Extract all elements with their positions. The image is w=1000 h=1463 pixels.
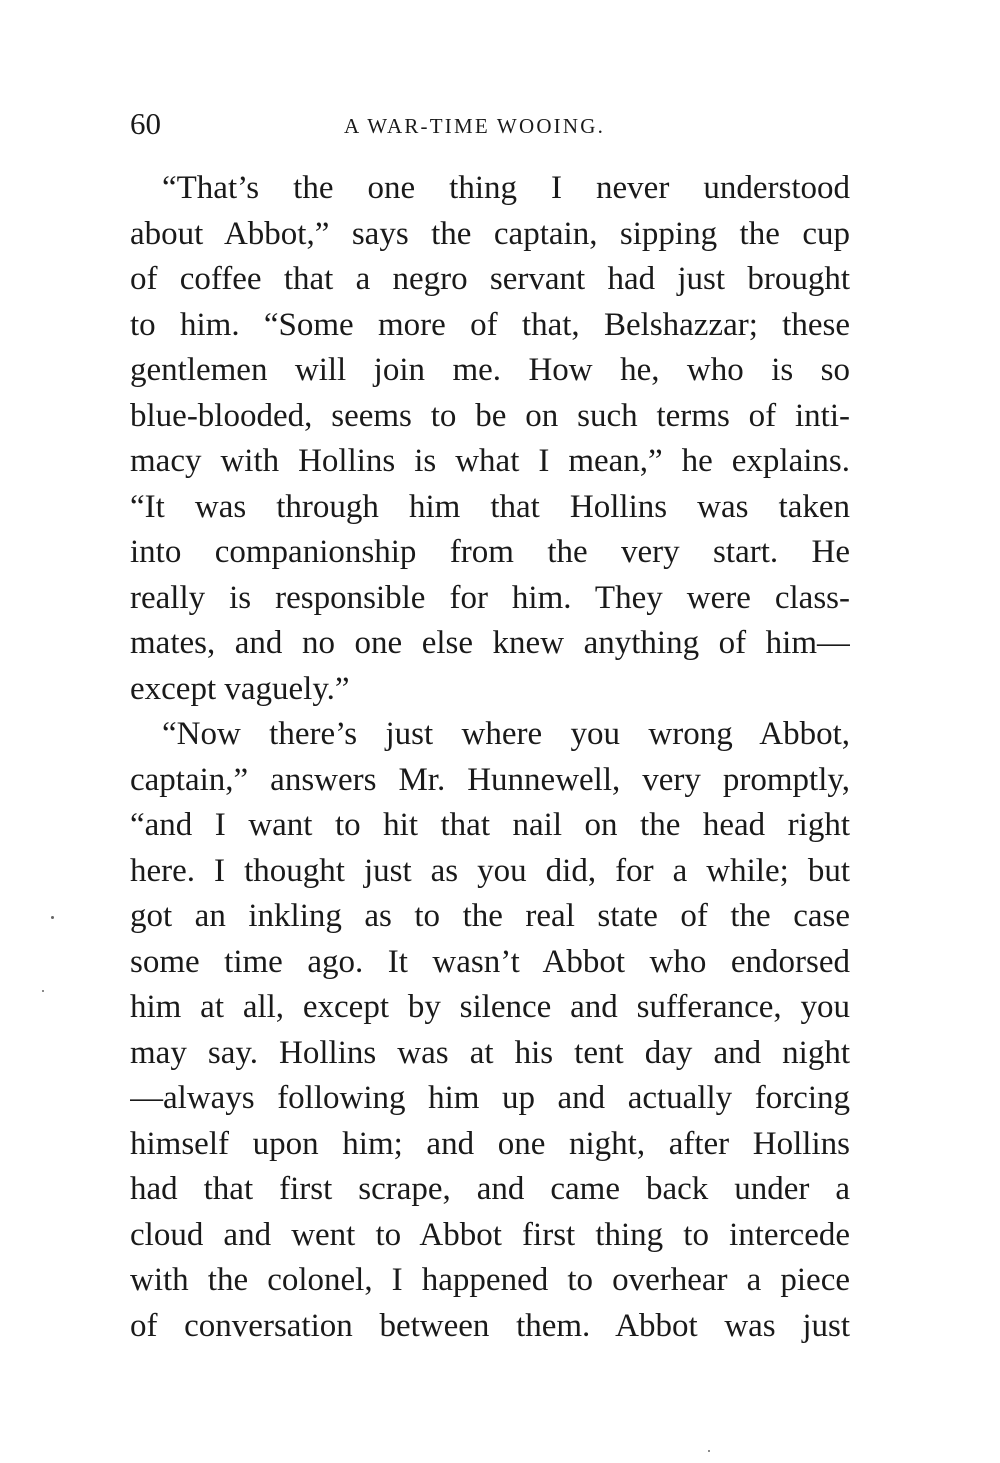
text-line: really is responsible for him. They were class- bbox=[130, 579, 850, 616]
text-line: “Now there’s just where you wrong Abbot, bbox=[162, 716, 850, 752]
page-number: 60 bbox=[130, 106, 161, 141]
scan-speck bbox=[708, 1450, 710, 1452]
text-line: captain,” answers Mr. Hunnewell, very promptly, bbox=[130, 761, 850, 798]
text-line: of conversation between them. Abbot was just bbox=[130, 1307, 850, 1344]
scan-speck bbox=[51, 916, 54, 919]
text-line: blue-blooded, seems to be on such terms of inti- bbox=[130, 397, 850, 434]
text-line: may say. Hollins was at his tent day and night bbox=[130, 1034, 850, 1071]
text-line: had that first scrape, and came back under a bbox=[130, 1171, 850, 1207]
text-line: with the colonel, I happened to overhear a piece bbox=[130, 1262, 850, 1298]
running-head bbox=[130, 102, 850, 146]
text-line: mates, and no one else knew anything of him— bbox=[130, 625, 850, 661]
text-line: macy with Hollins is what I mean,” he explains. bbox=[130, 443, 850, 479]
text-line: “and I want to hit that nail on the head right bbox=[130, 807, 850, 843]
text-line: some time ago. It wasn’t Abbot who endorsed bbox=[130, 943, 850, 980]
text-line: himself upon him; and one night, after Hollins bbox=[130, 1125, 850, 1162]
running-title: A WAR-TIME WOOING. bbox=[344, 114, 606, 138]
text-line: about Abbot,” says the captain, sipping the cup bbox=[130, 215, 850, 252]
text-line: cloud and went to Abbot first thing to intercede bbox=[130, 1216, 850, 1253]
scan-speck bbox=[42, 990, 44, 992]
text-line: —always following him up and actually forcing bbox=[130, 1080, 850, 1116]
text-line: of coffee that a negro servant had just brought bbox=[130, 261, 850, 297]
body-text bbox=[130, 166, 850, 1349]
text-line: “That’s the one thing I never understood bbox=[162, 170, 850, 206]
text-line: him at all, except by silence and sufferance, you bbox=[130, 989, 850, 1025]
text-line: except vaguely.” bbox=[130, 670, 350, 707]
text-line: into companionship from the very start. He bbox=[130, 534, 850, 570]
paragraph bbox=[130, 712, 850, 1349]
text-line: “It was through him that Hollins was taken bbox=[130, 488, 850, 525]
text-line: to him. “Some more of that, Belshazzar; these bbox=[130, 306, 850, 343]
text-line: got an inkling as to the real state of the case bbox=[130, 898, 850, 934]
text-line: gentlemen will join me. How he, who is so bbox=[130, 352, 850, 388]
text-line: here. I thought just as you did, for a while; but bbox=[130, 852, 850, 889]
paragraph bbox=[130, 166, 850, 712]
